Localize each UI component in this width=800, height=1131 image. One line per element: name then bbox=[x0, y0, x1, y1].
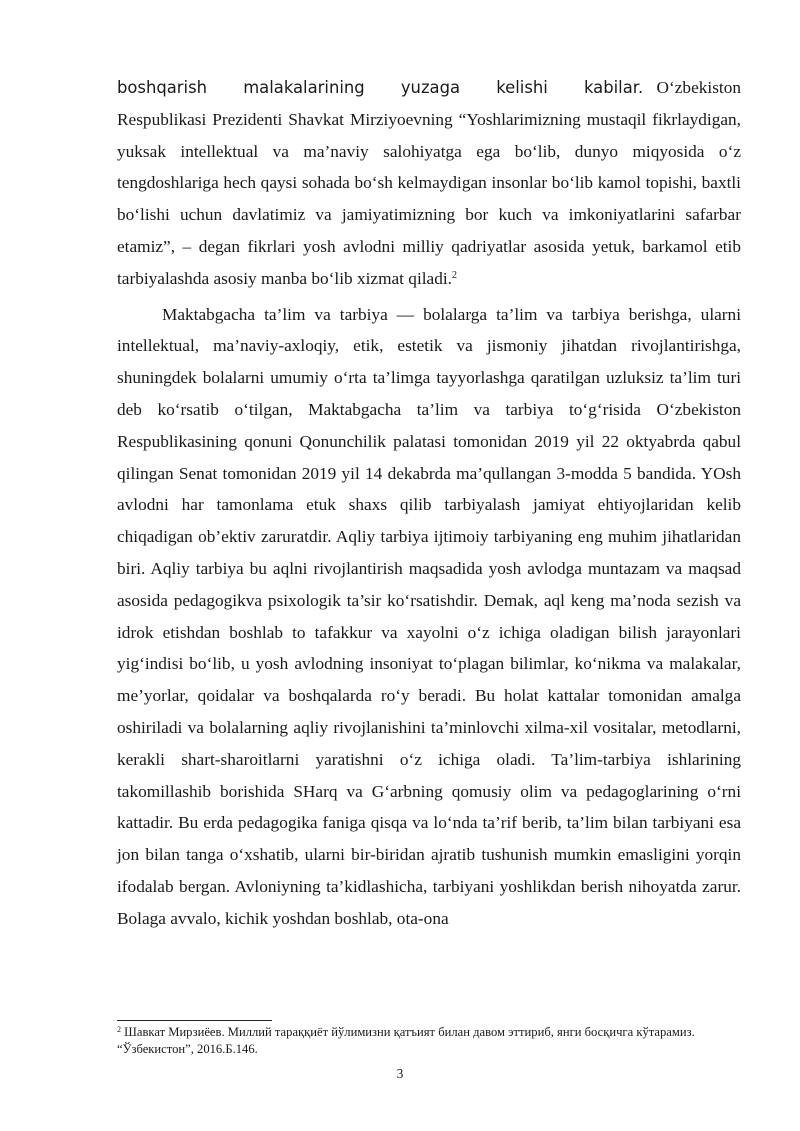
footnote-text: Шавкат Мирзиёев. Миллий тараққиёт йўлимизни қатъият билан давом эттириб, янги босқичга кўтарамиз. “Ўзбекистон”, 2016.Б.146. bbox=[117, 1025, 695, 1056]
paragraph-1 bbox=[117, 72, 741, 295]
footnote-separator bbox=[117, 1020, 272, 1021]
footnote bbox=[117, 1024, 741, 1058]
paragraph-1-text: O‘zbekiston Respublikasi Prezidenti Shavkat Mirziyoevning “Yoshlarimizning mustaqil fikrlaydigan, yuksak intellektual va ma’naviy salohiyatga ega bo‘lib, dunyo miqyosida o‘z tengdoshlariga hech qaysi sohada bo‘sh kelmaydigan insonlar bo‘lib kamol topishi, baxtli bo‘lishi uchun davlatimiz va jamiyatimizning bor kuch va imkoniyatlarini safarbar etamiz”, – degan fikrlari yosh avlodni milliy qadriyatlar asosida yetuk, barkamol etib tarbiyalashda asosiy manba bo‘lib xizmat qiladi. bbox=[117, 78, 741, 288]
footnote-number: 2 bbox=[117, 1025, 121, 1034]
page-number: 3 bbox=[396, 1066, 404, 1081]
page-body bbox=[117, 72, 741, 935]
paragraph-2: Maktabgacha ta’lim va tarbiya — bolalarga ta’lim va tarbiya berishga, ularni intellektual, ma’naviy-axloqiy, etik, estetik va jismoniy jihatdan rivojlantirishga, shuningdek bolalarni umumiy o‘rta ta’limga tayyorlashga qaratilgan uzluksiz ta’lim turi deb ko‘rsatib o‘tilgan, Maktabgacha ta’lim va tarbiya to‘g‘risida O‘zbekiston Respublikasining qonuni Qonunchilik palatasi tomonidan 2019 yil 22 oktyabrda qabul qilingan Senat tomonidan 2019 yil 14 dekabrda ma’qullangan 3-modda 5 bandida. YOsh avlodni har tamonlama etuk shaxs qilib tarbiyalash jamiyat ehtiyojlaridan kelib chiqadigan ob’ektiv zaruratdir. Aqliy tarbiya ijtimoiy tarbiyaning eng muhim jihatlaridan biri. Aqliy tarbiya bu aqlni rivojlantirish maqsadida yosh avlodga muntazam va maqsad asosida pedagogikva psixologik ta’sir ko‘rsatishdir. Demak, aql keng ma’noda sezish va idrok etishdan boshlab to tafakkur va xayolni o‘z ichiga oladigan bilish jarayonlari yig‘indisi bo‘lib, u yosh avlodning insoniyat to‘plagan bilimlar, ko‘nikma va malakalar, me’yorlar, qoidalar va boshqalarda ro‘y beradi. Bu holat kattalar tomonidan amalga oshiriladi va bolalarning aqliy rivojlanishini ta’minlovchi xilma-xil vositalar, metodlarni, kerakli shart-sharoitlarni yaratishni o‘z ichiga oladi. Ta’lim-tarbiya ishlarining takomillashib borishida SHarq va G‘arbning qomusiy olim va pedagoglarining o‘rni kattadir. Bu erda pedagogika faniga qisqa va lo‘nda ta’rif berib, ta’lim bilan tarbiyani esa jon bilan tanga o‘xshatib, ularni bir-biridan ajratib tushunish mumkin emasligini yorqin ifodalab bergan. Avloniyning ta’kidlashicha, tarbiyani yoshlikdan berish nihoyatda zarur. Bolaga avvalo, kichik yoshdan boshlab, ota-ona bbox=[117, 304, 741, 928]
paragraph-1-lead: boshqarish malakalarining yuzaga kelishi kabilar. bbox=[117, 78, 644, 97]
footnote-reference[interactable]: 2 bbox=[451, 269, 457, 281]
